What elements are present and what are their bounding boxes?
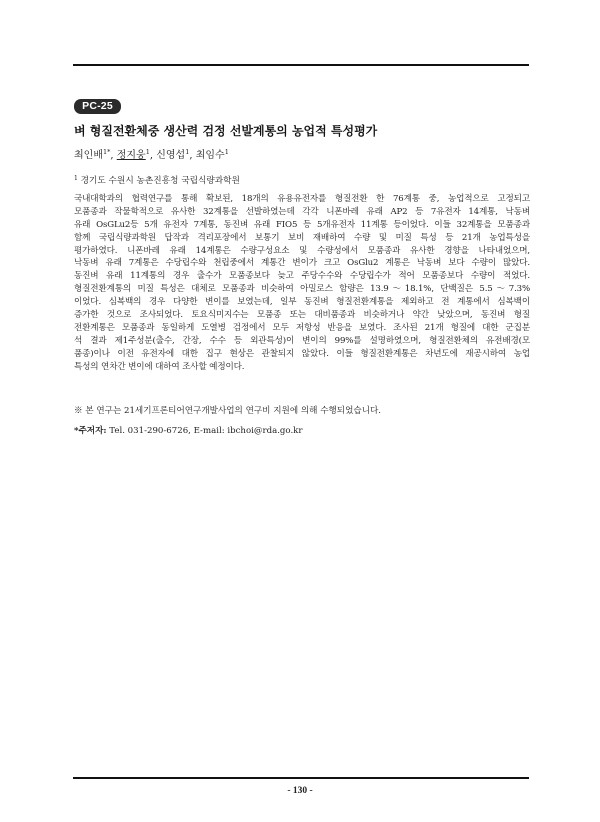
- abstract-line: 동진벼 유래 11계통의 경우 출수가 모품종보다 늦고 주당수수와 수당립수가 적어 모품종보다 수량이 적었다.: [74, 271, 530, 282]
- author-superscript: 1: [224, 148, 229, 156]
- author-superscript: 1*: [102, 148, 111, 156]
- contact-label: *주저자:: [74, 426, 107, 436]
- session-badge: PC-25: [74, 99, 121, 114]
- author-separator: ,: [110, 150, 117, 161]
- abstract-line: 모품종과 작물학적으로 유사한 32계통을 선발하였는데 각각 니폰바레 유래 AP2 등 7유전자 14계통, 낙동벼: [74, 206, 530, 217]
- author-list: [74, 146, 229, 161]
- author-name-presenter: 정지웅: [116, 150, 146, 161]
- top-rule: [73, 64, 529, 66]
- abstract-line: 품종)이나 이전 유전자에 대한 집구 현상은 관찰되지 않았다. 이들 형질전환계통은 차년도에 재공시하여 농업: [74, 348, 530, 359]
- paper-title: 벼 형질전환체중 생산력 검정 선발계통의 농업적 특성평가: [74, 124, 378, 138]
- abstract-line: 형질전환계통의 미질 특성은 대체로 모품종과 비슷하여 아밀로스 함량은 13.9～18.1%, 단백질은 5.5～7.3%: [74, 284, 530, 295]
- abstract-line: 석 결과 제1주성분(출수, 간장, 수수 등 외관특성)이 변이의 99%를 설명하였으며, 형질전환체의 유전배경(모: [74, 335, 530, 346]
- abstract-line: 이었다. 심복백의 경우 다양한 변이를 보였는데, 일부 동진벼 형질전환계통을 제외하고 전 계통에서 심복백이: [74, 297, 530, 308]
- abstract-line: 특성의 연차간 변이에 대하여 조사할 예정이다.: [74, 361, 245, 372]
- affiliation-superscript: 1: [74, 175, 78, 182]
- author-separator: ,: [189, 150, 196, 161]
- abstract-line: 증가한 것으로 조사되었다. 토요식미지수는 모품종 또는 대비품종과 비슷하거나 약간 낮았으며, 동진벼 형질: [74, 310, 530, 321]
- author-3: [156, 150, 195, 161]
- abstract-line: 함께 국립식량과학원 답작과 격리포장에서 보통기 보비 재배하여 수량 및 미질 특성 등 21개 농업특성을: [74, 232, 530, 243]
- author-4: [196, 150, 229, 161]
- author-superscript: 1: [185, 148, 190, 156]
- abstract-line: 평가하였다. 니폰바레 유래 14계통은 수량구성요소 및 수량성에서 모품종과 유사한 경향을 나타내었으며,: [74, 245, 530, 256]
- author-separator: ,: [149, 150, 157, 161]
- author-name: 최임수: [195, 150, 225, 161]
- abstract-line: 전환계통은 모품종과 동일하게 도열병 검정에서 모두 저항성 반응을 보였다. 조사된 21개 형질에 대한 군집분: [74, 322, 530, 333]
- author-superscript: 1: [145, 148, 150, 156]
- abstract-line: 국내대학과의 협력연구를 통해 확보된, 18개의 유용유전자를 형질전환 한 76계통 중, 농업적으로 고정되고: [74, 194, 530, 204]
- funding-note: ※ 본 연구는 21세기프론티어연구개발사업의 연구비 지원에 의해 수행되었습니다.: [74, 406, 382, 416]
- affiliation: [74, 174, 240, 186]
- abstract-line: 낙동벼 유래 7계통은 수당립수와 천립중에서 계통간 변이가 크고 OsGlu2 계통은 낙동벼 보다 수량이 많았다.: [74, 258, 530, 269]
- corresponding-author-contact: [74, 424, 303, 436]
- author-name: 신영섭: [156, 150, 186, 161]
- abstract-line: 유래 OsGLu2등 5개 유전자 7계통, 동진벼 유래 FIO5 등 5개유전자 11계통 등이었다. 이들 32계통을 모품종과: [74, 219, 530, 230]
- bottom-rule: [73, 777, 529, 779]
- author-2: [117, 150, 156, 161]
- author-1: [74, 150, 117, 161]
- abstract-body: [74, 193, 530, 373]
- affiliation-text: 경기도 수원시 농촌진흥청 국립식량과학원: [80, 176, 240, 186]
- page-number: - 130 -: [287, 786, 313, 796]
- contact-details: Tel. 031-290-6726, E-mail: ibchoi@rda.go.kr: [106, 426, 303, 436]
- author-name: 최인배: [74, 150, 103, 161]
